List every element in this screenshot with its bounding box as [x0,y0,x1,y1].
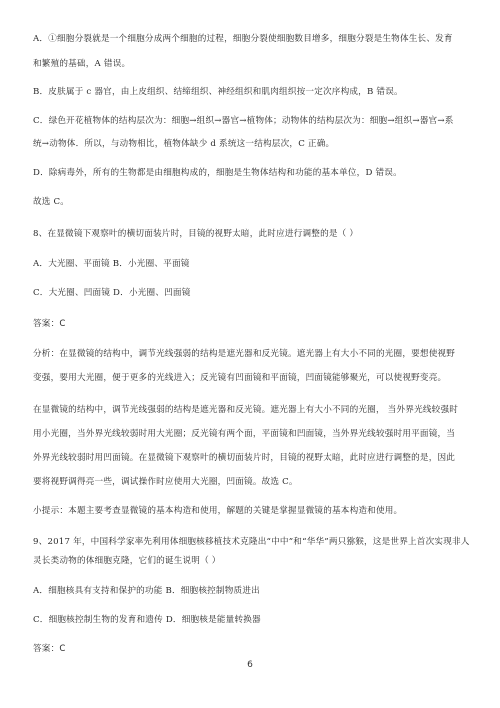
answer-explanation-a: A．①细胞分裂就是一个细胞分成两个细胞的过程，细胞分裂使细胞数目增多，细胞分裂是生物体生长、发育 [33,34,453,44]
answer-explanation-c: C．绿色开花植物体的结构层次为：细胞→组织→器官→植物体；动物体的结构层次为：细胞→组织→器官→系 [33,116,454,126]
question-8-options-ab: A．大光圈、平面镜 B．小光圈、平面镜 [33,259,190,269]
question-9: 9、2017 年，中国科学家率先利用体细胞核移植技术克隆出“中中”和“华华”两只猕猴，这是世界上首次实现非人 [33,537,470,547]
question-8-detail-3: 外界光线较弱时用凹面镜。在显微镜下观察叶的横切面装片时，目镜的视野太暗，此时应进行调整的是，因此 [33,453,456,463]
question-8-detail-4: 要将视野调得亮一些，调试操作时应使用大光圈，凹面镜。故选 C。 [33,477,298,487]
question-8-tip: 小提示：本题主要考查显微镜的基本构造和使用，解题的关键是掌握显微镜的基本构造和使用。 [33,506,403,516]
question-9-cont: 灵长类动物的体细胞克隆，它们的诞生说明（ ） [33,556,221,566]
question-8: 8、在显微镜下观察叶的横切面装片时，目镜的视野太暗，此时应进行调整的是（ ） [33,229,359,239]
question-8-answer: 答案：C [33,319,66,329]
answer-conclusion: 故选 C。 [33,197,70,207]
page-number: 6 [247,660,253,670]
question-8-analysis-cont: 变强，要用大光圈，便于更多的光线进入；反光镜有凹面镜和平面镜，凹面镜能够聚光，可以使视野变亮。 [33,373,447,383]
question-8-analysis: 分析：在显微镜的结构中，调节光线强弱的结构是遮光器和反光镜。遮光器上有大小不同的光圈，要想使视野 [33,349,456,359]
question-8-options-cd: C．大光圈、凹面镜 D．小光圈、凹面镜 [33,288,191,298]
question-8-detail-2: 用小光圈，当外界光线较弱时用大光圈；反光镜有两个面，平面镜和凹面镜，当外界光线较强时用平面镜，当 [33,429,456,439]
question-9-options-ab: A．细胞核具有支持和保护的功能 B．细胞核控制物质进出 [33,586,260,596]
answer-explanation-c-cont: 统→动物体．所以，与动物相比，植物体缺少 d 系统这一结构层次，C 正确。 [33,139,335,149]
answer-explanation-b: B．皮肤属于 c 器官，由上皮组织、结缔组织、神经组织和肌肉组织按一定次序构成，B 错误。 [33,87,403,97]
question-8-detail: 在显微镜的结构中，调节光线强弱的结构是遮光器和反光镜。遮光器上有大小不同的光圈， 当外界光线较强时 [33,405,459,415]
answer-explanation-d: D．除病毒外，所有的生物都是由细胞构成的，细胞是生物体结构和功能的基本单位，D 错误。 [33,168,402,178]
answer-explanation-a-cont: 和繁殖的基础，A 错误。 [33,59,131,69]
question-9-answer: 答案：C [33,644,66,654]
question-9-options-cd: C．细胞核控制生物的发育和遗传 D．细胞核是能量转换器 [33,615,261,625]
